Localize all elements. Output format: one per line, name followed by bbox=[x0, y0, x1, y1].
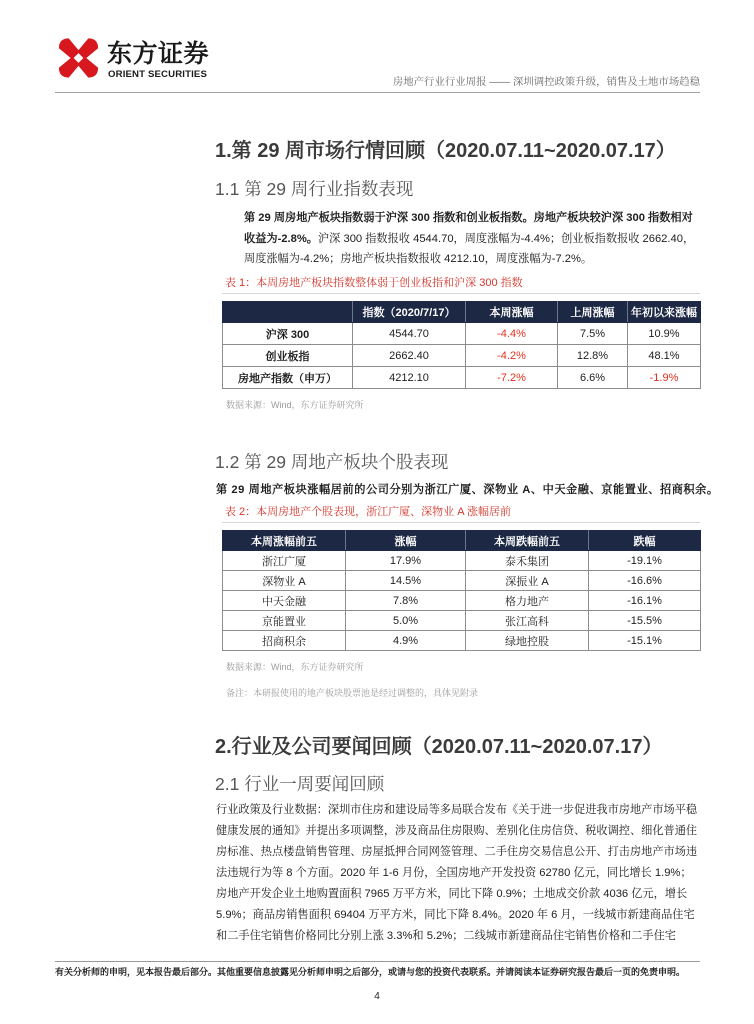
table-cell: 中天金融 bbox=[223, 591, 346, 611]
table-cell: -16.6% bbox=[589, 571, 701, 591]
table-cell: 深物业 A bbox=[223, 571, 346, 591]
table-header-row bbox=[223, 531, 701, 551]
table-header-cell: 跌幅 bbox=[589, 531, 701, 551]
subsection-2-1-title: 2.1 行业一周要闻回顾 bbox=[215, 774, 385, 794]
paragraph-line: 第 29 周房地产板块指数弱于沪深 300 指数和创业板指数。房地产板块较沪深 300 指数相对 bbox=[244, 212, 693, 224]
table-row bbox=[223, 551, 701, 571]
table-row bbox=[223, 631, 701, 651]
table-cell: 5.0% bbox=[346, 611, 466, 631]
subsection-1-1-title: 1.1 第 29 周行业指数表现 bbox=[215, 179, 414, 199]
table-header-cell: 本周涨幅 bbox=[466, 302, 558, 323]
stock-performance-table bbox=[222, 530, 701, 651]
paragraph-text: 沪深 300 指数报收 4544.70，周度涨幅为-4.4%；创业板指数报收 2662.40， bbox=[317, 232, 695, 245]
table-row-label: 创业板指 bbox=[223, 345, 353, 367]
table-cell: 10.9% bbox=[628, 323, 701, 345]
table-row bbox=[223, 323, 701, 345]
paragraph-line: 房地产开发企业土地购置面积 7965 万平方米，同比下降 0.9%；土地成交价款 4036 亿元，增长 bbox=[216, 888, 688, 900]
brand-name-en: ORIENT SECURITIES bbox=[108, 69, 208, 80]
table-cell: -1.9% bbox=[628, 367, 701, 389]
table-header-row bbox=[223, 302, 701, 323]
table-cell: 6.6% bbox=[558, 367, 628, 389]
table-cell: 浙江广厦 bbox=[223, 551, 346, 571]
table-2-note: 备注：本研报使用的地产板块股票池是经过调整的，具体见附录 bbox=[226, 688, 479, 698]
paragraph-line: 周度涨幅为-4.2%；房地产板块指数报收 4212.10，周度涨幅为-7.2%。 bbox=[244, 253, 593, 265]
index-performance-paragraph bbox=[244, 208, 694, 270]
table-header-cell-blank bbox=[223, 302, 353, 323]
paragraph-line: 和二手住宅销售价格同比分别上涨 3.3%和 5.2%；二线城市新建商品住宅销售价格和二手住宅 bbox=[216, 930, 676, 942]
table-cell: 深振业 A bbox=[466, 571, 589, 591]
table-row bbox=[223, 591, 701, 611]
table-cell: 2662.40 bbox=[353, 345, 466, 367]
table-cell: 格力地产 bbox=[466, 591, 589, 611]
table-header-cell: 上周涨幅 bbox=[558, 302, 628, 323]
stock-performance-summary: 第 29 周地产板块涨幅居前的公司分别为浙江广厦、深物业 A、中天金融、京能置业、招商积余。 bbox=[216, 484, 719, 496]
table-cell: 4.9% bbox=[346, 631, 466, 651]
table-1-caption: 表 1：本周房地产板块指数整体弱于创业板指和沪深 300 指数 bbox=[222, 276, 700, 294]
table-header-cell: 本周跌幅前五 bbox=[466, 531, 589, 551]
section-1-title: 1.第 29 周市场行情回顾（2020.07.11~2020.07.17） bbox=[215, 140, 676, 162]
table-cell: 14.5% bbox=[346, 571, 466, 591]
table-row-label: 沪深 300 bbox=[223, 323, 353, 345]
table-cell: -7.2% bbox=[466, 367, 558, 389]
footer-disclaimer: 有关分析师的申明，见本报告最后部分。其他重要信息披露见分析师申明之后部分，或请与您的投资代表联系。并请阅读本证券研究报告最后一页的免责申明。 bbox=[55, 967, 686, 977]
table-cell: 绿地控股 bbox=[466, 631, 589, 651]
paragraph-line: 行业政策及行业数据：深圳市住房和建设局等多局联合发布《关于进一步促进我市房地产市场平稳 bbox=[216, 804, 698, 816]
industry-news-paragraph bbox=[216, 800, 697, 947]
table-header-cell: 涨幅 bbox=[346, 531, 466, 551]
footer-divider bbox=[55, 961, 700, 962]
paragraph-line: 5.9%；商品房销售面积 69404 万平方米，同比下降 8.4%。2020 年 6 月，一线城市新建商品住宅 bbox=[216, 909, 695, 921]
table-1-source: 数据来源：Wind，东方证券研究所 bbox=[226, 400, 364, 410]
table-cell: 泰禾集团 bbox=[466, 551, 589, 571]
table-cell: 17.9% bbox=[346, 551, 466, 571]
paragraph-bold-text: 收益为-2.8%。 bbox=[244, 232, 318, 245]
paragraph-line: 法违规行为等 8 个方面。2020 年 1-6 月份，全国房地产开发投资 62780 亿元，同比增长 1.9%； bbox=[216, 867, 692, 879]
table-cell: 张江高科 bbox=[466, 611, 589, 631]
table-cell: 7.5% bbox=[558, 323, 628, 345]
table-cell: -4.2% bbox=[466, 345, 558, 367]
index-performance-table bbox=[222, 301, 701, 389]
table-row bbox=[223, 345, 701, 367]
brand-name-cn: 东方证券 bbox=[107, 40, 210, 68]
table-row bbox=[223, 611, 701, 631]
paragraph-line: 房标准、热点楼盘销售管理、房屋抵押合同网签管理、二手住房交易信息公开、打击房地产市场违 bbox=[216, 846, 698, 858]
report-title: 房地产行业行业周报 —— 深圳调控政策升级，销售及土地市场趋稳 bbox=[392, 77, 700, 88]
paragraph-line: 健康发展的通知》并提出多项调整，涉及商品住房限购、差别化住房信贷、税收调控、细化普通住 bbox=[216, 825, 698, 837]
table-cell: 京能置业 bbox=[223, 611, 346, 631]
table-cell: 4212.10 bbox=[353, 367, 466, 389]
table-cell: -4.4% bbox=[466, 323, 558, 345]
subsection-1-2-title: 1.2 第 29 周地产板块个股表现 bbox=[215, 452, 449, 472]
table-cell: -19.1% bbox=[589, 551, 701, 571]
paragraph-line bbox=[244, 229, 694, 250]
table-cell: -15.1% bbox=[589, 631, 701, 651]
brand-logo bbox=[55, 34, 102, 82]
table-header-cell: 指数（2020/7/17） bbox=[353, 302, 466, 323]
table-header-cell: 年初以来涨幅 bbox=[628, 302, 701, 323]
orient-securities-logo-icon bbox=[55, 34, 102, 82]
table-cell: 48.1% bbox=[628, 345, 701, 367]
table-cell: -16.1% bbox=[589, 591, 701, 611]
table-cell: 4544.70 bbox=[353, 323, 466, 345]
header-divider bbox=[55, 92, 700, 93]
section-2-title: 2.行业及公司要闻回顾（2020.07.11~2020.07.17） bbox=[215, 736, 663, 758]
table-row bbox=[223, 571, 701, 591]
table-header-cell: 本周涨幅前五 bbox=[223, 531, 346, 551]
table-2-caption: 表 2：本周房地产个股表现，浙江广厦、深物业 A 涨幅居前 bbox=[222, 505, 700, 523]
table-cell: 招商积余 bbox=[223, 631, 346, 651]
table-2-source: 数据来源：Wind，东方证券研究所 bbox=[226, 662, 364, 672]
table-cell: -15.5% bbox=[589, 611, 701, 631]
table-cell: 7.8% bbox=[346, 591, 466, 611]
page-number: 4 bbox=[374, 991, 380, 1002]
table-row bbox=[223, 367, 701, 389]
table-row-label: 房地产指数（申万） bbox=[223, 367, 353, 389]
table-cell: 12.8% bbox=[558, 345, 628, 367]
